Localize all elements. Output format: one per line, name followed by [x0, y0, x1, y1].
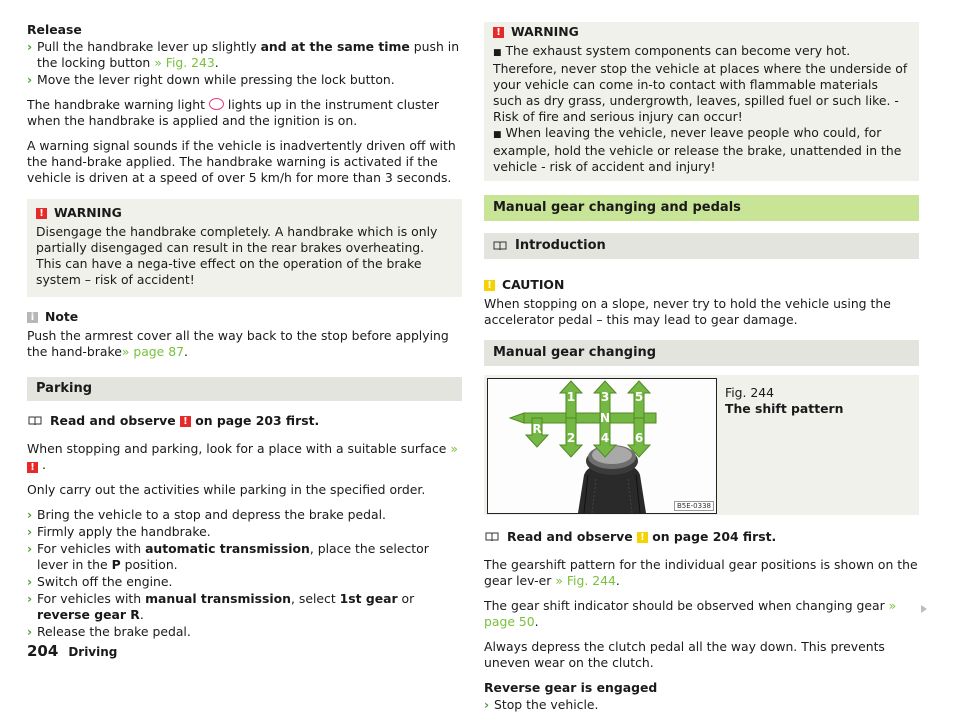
arrow-icon: › [27, 507, 33, 522]
manual-gear-changing-heading: Manual gear changing [484, 340, 919, 366]
reverse-gear-heading: Reverse gear is engaged [484, 680, 658, 695]
parking-step-2: › Firmly apply the handbrake. [27, 524, 211, 539]
book-icon [485, 532, 499, 542]
gear-5-label: 5 [634, 390, 644, 404]
page-50-link[interactable]: » page 50 [484, 598, 897, 629]
warning-icon: ! [180, 416, 191, 427]
continue-arrow-icon [921, 605, 927, 613]
warning-title: WARNING [511, 24, 579, 39]
figure-number: Fig. 244 [725, 385, 775, 400]
footer-section: Driving [68, 645, 118, 659]
arrow-icon: › [27, 524, 33, 539]
exhaust-warning-box [484, 22, 919, 181]
introduction-heading: Introduction [484, 233, 919, 259]
parking-step-1: › Bring the vehicle to a stop and depress the brake pedal. [27, 507, 386, 522]
arrow-icon: › [27, 39, 33, 54]
note-icon: i [27, 312, 38, 323]
warning-text: Disengage the handbrake completely. A handbrake which is only partially disengaged can result in the rear brakes overheating. This can have a nega-tive effect on the operation of the brake system – risk of accident! [36, 224, 438, 287]
parking-order-paragraph: Only carry out the activities while parking in the specified order. [27, 482, 426, 497]
gear-4-label: 4 [600, 431, 610, 445]
parking-step-5: › For vehicles with manual transmission, select 1st gear or reverse gear R. [27, 591, 415, 622]
arrow-icon: › [484, 697, 490, 712]
gear-shift-indicator-paragraph: The gear shift indicator should be observed when changing gear » page 50. [484, 598, 897, 629]
caution-heading: ! CAUTION [484, 277, 919, 293]
manual-gear-section-heading: Manual gear changing and pedals [484, 195, 919, 221]
parking-heading: Parking [27, 377, 462, 401]
parking-step-4: › Switch off the engine. [27, 574, 173, 589]
page-87-link[interactable]: » page 87 [121, 344, 184, 359]
gear-3-label: 3 [600, 390, 610, 404]
arrow-icon: › [27, 574, 33, 589]
shift-pattern-illustration [488, 379, 716, 513]
figure-caption [717, 375, 851, 515]
warning-item-2: ■ When leaving the vehicle, never leave people who could, for example, hold the vehicle or release the brake, unattended in the vehicle - risk of accident and injury! [493, 125, 902, 174]
fig-244-link[interactable]: » Fig. 244 [555, 573, 616, 588]
handbrake-warning-box [27, 199, 462, 297]
fig-243-link[interactable]: » Fig. 243 [154, 55, 215, 70]
figure-244 [484, 375, 919, 515]
gear-r-label: R [532, 422, 542, 436]
caution-icon: ! [484, 280, 495, 291]
warning-signal-paragraph: A warning signal sounds if the vehicle is inadvertently driven off with the hand-brake applied. The handbrake warning is activated if the vehicle is driven at a speed of over 5 km/h for more than 3 seconds. [27, 138, 456, 185]
clutch-paragraph: Always depress the clutch pedal all the way down. This prevents uneven wear on the clutch. [484, 639, 885, 670]
arrow-icon: › [27, 591, 33, 606]
release-step-2: › Move the lever right down while pressing the lock button. [27, 72, 395, 87]
figure-code: B5E-0338 [674, 501, 714, 511]
parking-surface-paragraph: When stopping and parking, look for a place with a suitable surface » ! . [27, 441, 458, 473]
warning-icon: ! [493, 27, 504, 38]
figure-title: The shift pattern [725, 401, 844, 416]
shift-pattern-image [487, 378, 717, 514]
note-text: Push the armrest cover all the way back to the stop before applying the hand-brake» page 87. [27, 328, 449, 359]
gear-2-label: 2 [566, 431, 576, 445]
parking-read-observe: Read and observe ! on page 203 first. [27, 413, 462, 429]
gear-1-label: 1 [566, 390, 576, 404]
parking-step-3: › For vehicles with automatic transmission, place the selector lever in the P position. [27, 541, 429, 572]
warning-icon: ! [36, 208, 47, 219]
arrow-icon: › [27, 72, 33, 87]
book-icon [28, 416, 42, 426]
gear-n-label: N [599, 411, 611, 425]
warning-icon: ! [27, 462, 38, 473]
page-footer [27, 643, 117, 660]
note-heading: i Note [27, 309, 462, 325]
arrow-icon: › [27, 541, 33, 556]
handbrake-light-paragraph: The handbrake warning light lights up in the instrument cluster when the handbrake is applied and the ignition is on. [27, 97, 439, 128]
warning-title: WARNING [54, 205, 122, 220]
warning-item-1: ■ The exhaust system components can become very hot. Therefore, never stop the vehicle at places where the underside of your vehicle can come in-to contact with flammable materials such as dry grass, undergrowth, leaves, spilled fuel or such like. - Risk of fire and serious injury can occur! [493, 43, 908, 124]
gear-6-label: 6 [634, 431, 644, 445]
arrow-icon: › [27, 624, 33, 639]
handbrake-warning-light-icon [209, 98, 224, 110]
release-step-1: › Pull the handbrake lever up slightly and at the same time push in the locking button » Fig. 243. [27, 39, 460, 70]
caution-text: When stopping on a slope, never try to hold the vehicle using the accelerator pedal – this may lead to gear damage. [484, 296, 891, 327]
gear-read-observe: Read and observe ! on page 204 first. [484, 529, 919, 545]
gearshift-pattern-paragraph: The gearshift pattern for the individual gear positions is shown on the gear lev-er » Fig. 244. [484, 557, 918, 588]
page-number: 204 [27, 642, 59, 660]
warning-link[interactable]: » [450, 441, 458, 456]
right-column [484, 22, 919, 714]
book-icon [493, 241, 507, 251]
reverse-step-1: › Stop the vehicle. [484, 697, 599, 712]
caution-icon: ! [637, 532, 648, 543]
left-column [27, 22, 462, 641]
parking-step-6: › Release the brake pedal. [27, 624, 191, 639]
release-heading: Release [27, 22, 82, 37]
